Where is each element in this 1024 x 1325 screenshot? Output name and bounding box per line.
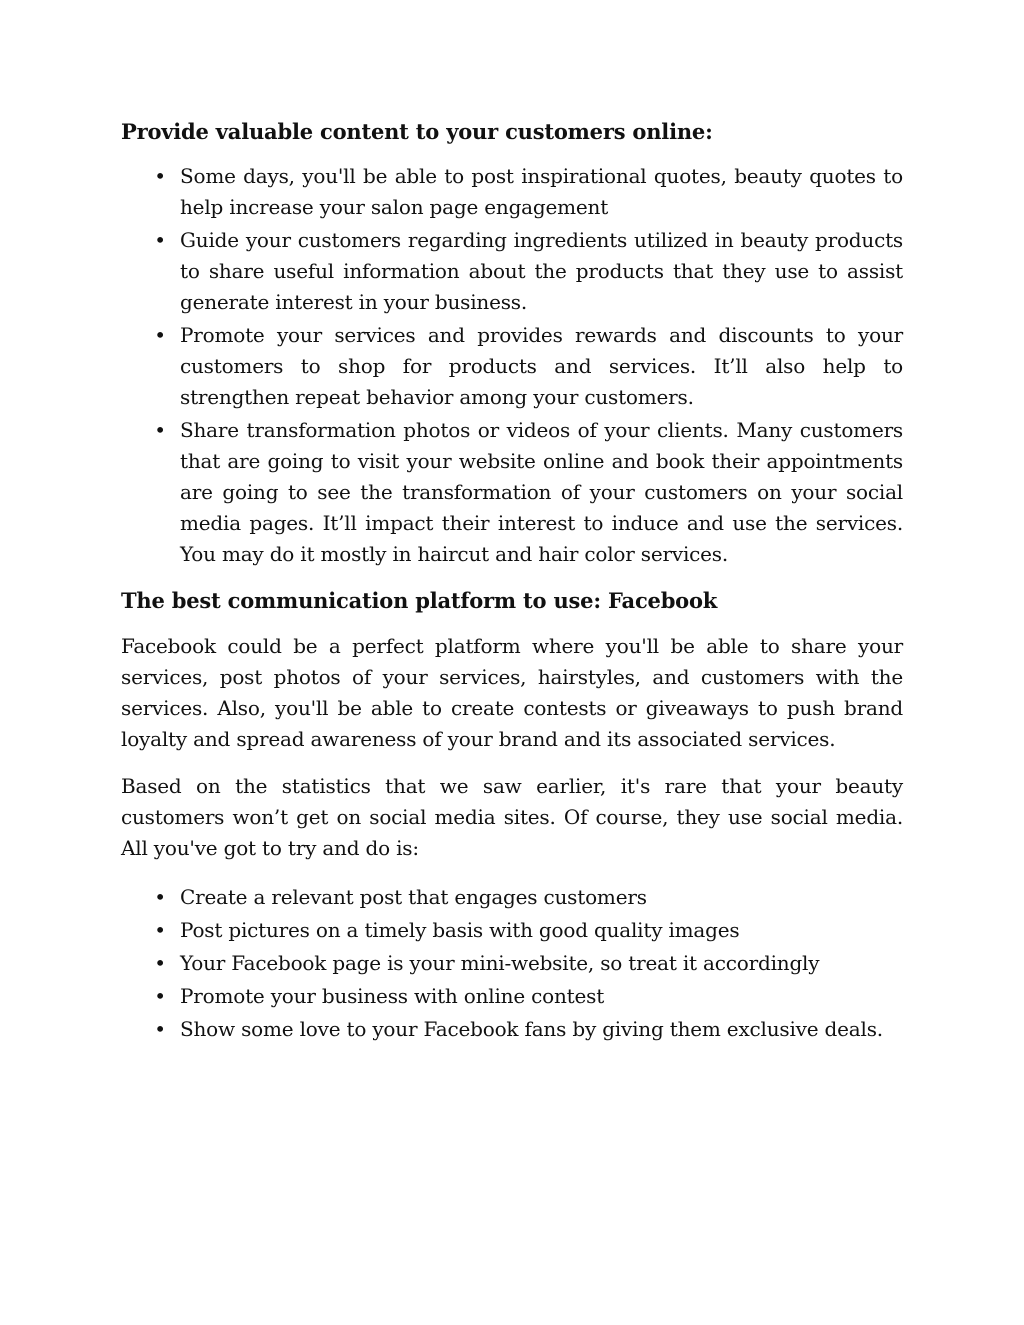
paragraph-statistics: Based on the statistics that we saw earlier, it's rare that your beauty customers won’t get on social media sites. Of course, they use social media. All you've got to try and do is: — [121, 774, 903, 860]
bullet-icon: • — [154, 984, 166, 1008]
bullet-icon: • — [154, 323, 166, 347]
list-item — [154, 882, 903, 913]
list-item — [154, 1014, 903, 1045]
valuable-content-list — [121, 161, 903, 570]
bullet-icon: • — [154, 885, 166, 909]
list-item — [154, 161, 903, 223]
bullet-icon: • — [154, 164, 166, 188]
section-heading-facebook: The best communication platform to use: Facebook — [121, 588, 718, 613]
list-item-text: Share transformation photos or videos of your clients. Many customers that are going to visit your website online and book their appointments are going to see the transformation of your customers on your social media pages. It’ll impact their interest to induce and use the services. You may do it mostly in haircut and hair color services. — [180, 418, 903, 566]
list-item — [154, 225, 903, 318]
list-item-text: Promote your services and provides rewards and discounts to your customers to shop for products and services. It’ll also help to strengthen repeat behavior among your customers. — [180, 323, 903, 409]
list-item — [154, 415, 903, 570]
list-item-text: Show some love to your Facebook fans by giving them exclusive deals. — [180, 1017, 883, 1041]
bullet-icon: • — [154, 1017, 166, 1041]
section-heading-valuable-content: Provide valuable content to your customers online: — [121, 119, 713, 144]
list-item — [154, 320, 903, 413]
list-item-text: Create a relevant post that engages customers — [180, 885, 647, 909]
list-item-text: Guide your customers regarding ingredients utilized in beauty products to share useful information about the products that they use to assist generate interest in your business. — [180, 228, 903, 314]
list-item-text: Your Facebook page is your mini-website, so treat it accordingly — [180, 951, 820, 975]
bullet-icon: • — [154, 918, 166, 942]
list-item — [154, 981, 903, 1012]
list-item — [154, 915, 903, 946]
list-item-text: Some days, you'll be able to post inspirational quotes, beauty quotes to help increase your salon page engagement — [180, 164, 903, 219]
document-page — [121, 116, 903, 1047]
list-item-text: Promote your business with online contest — [180, 984, 605, 1008]
paragraph-facebook-platform: Facebook could be a perfect platform where you'll be able to share your services, post photos of your services, hairstyles, and customers with the services. Also, you'll be able to create contests or giveaways to push brand loyalty and spread awareness of your brand and its associated services. — [121, 634, 903, 751]
bullet-icon: • — [154, 951, 166, 975]
bullet-icon: • — [154, 228, 166, 252]
list-item-text: Post pictures on a timely basis with good quality images — [180, 918, 740, 942]
bullet-icon: • — [154, 418, 166, 442]
facebook-tips-list — [121, 882, 903, 1045]
list-item — [154, 948, 903, 979]
